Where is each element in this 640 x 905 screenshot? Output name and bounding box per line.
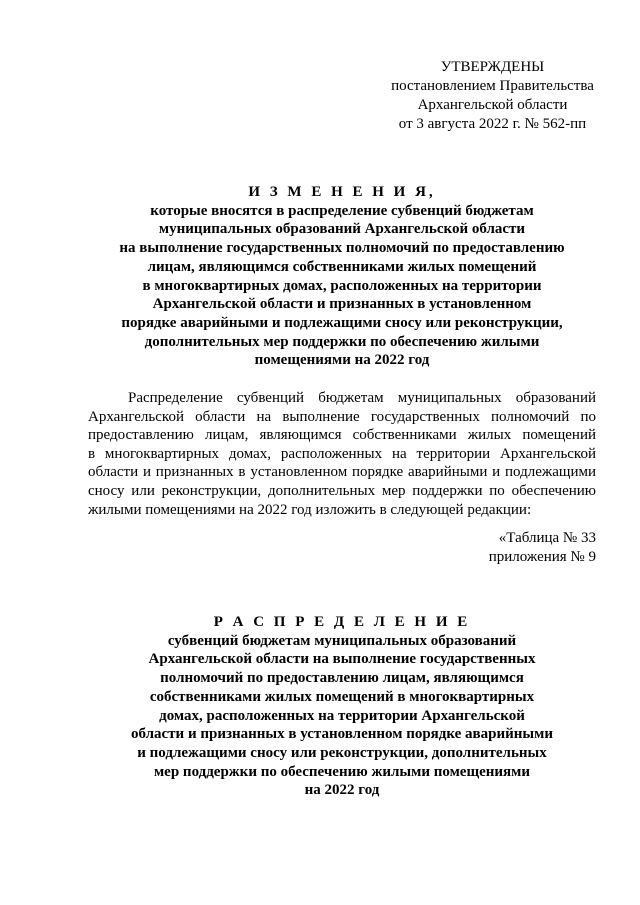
paragraph-line: жилыми помещениями на 2022 год изложить в следующей редакции: [88,501,532,518]
heading-line: и подлежащими сносу или реконструкции, дополнительных [137,744,547,761]
heading-line: субвенций бюджетам муниципальных образований [167,632,517,649]
heading-line: лицам, являющимся собственниками жилых помещений [147,258,537,275]
paragraph-line: Архангельской области на выполнение государственных полномочий по [88,408,596,425]
heading-line: порядке аварийными и подлежащими сносу или реконструкции, [121,314,563,331]
changes-title: И З М Е Н Е Н И Я, [248,184,436,200]
heading-line: области и признанных в установленном порядке аварийными [130,726,553,743]
paragraph-line: сносу или реконструкции, дополнительных мер поддержки по обеспечению [88,482,596,499]
heading-line: Архангельской области на выполнение государственных [148,651,536,668]
approval-date-number: от 3 августа 2022 г. № 562-пп [398,116,587,132]
table-number: «Таблица № 33 [498,530,596,546]
approval-title: УТВЕРЖДЕНЫ [440,59,545,75]
approval-line: постановлением Правительства [391,78,594,94]
heading-line: в многоквартирных домах, расположенных на территории [142,277,542,294]
heading-line: на выполнение государственных полномочий по предоставлению [119,240,565,257]
distribution-title: Р А С П Р Е Д Е Л Е Н И Е [213,614,471,630]
changes-heading [100,183,584,370]
paragraph-line: в многоквартирных домах, расположенных на территории Архангельской [88,445,596,462]
heading-line: полномочий по предоставлению лицам, являющимся [160,670,524,687]
heading-line: на 2022 год [304,782,380,799]
heading-line: муниципальных образований Архангельской области [158,221,526,238]
paragraph-line: Распределение субвенций бюджетам муниципальных образований [128,390,596,406]
heading-line: дополнительных мер поддержки по обеспечению жилыми [144,333,540,350]
paragraph-line: области и признанных в установленном порядке аварийными и подлежащими [88,464,596,481]
appendix-number: приложения № 9 [488,549,596,565]
heading-line: помещениями на 2022 год [254,352,430,369]
table-reference [489,529,596,567]
heading-line: домах, расположенных на территории Архангельской [159,707,525,724]
distribution-heading [100,613,584,800]
heading-line: собственниками жилых помещений в многоквартирных [149,688,535,705]
paragraph-line: предоставлению лицам, являющимся собственниками жилых помещений [88,427,596,444]
approval-line: Архангельской области [417,97,568,113]
heading-line: Архангельской области и признанных в установленном [152,296,532,313]
body-paragraph [88,389,596,519]
heading-line: мер поддержки по обеспечению жилыми помещениями [153,763,531,780]
approval-block [380,58,605,134]
heading-line: которые вносятся в распределение субвенций бюджетам [150,202,534,219]
